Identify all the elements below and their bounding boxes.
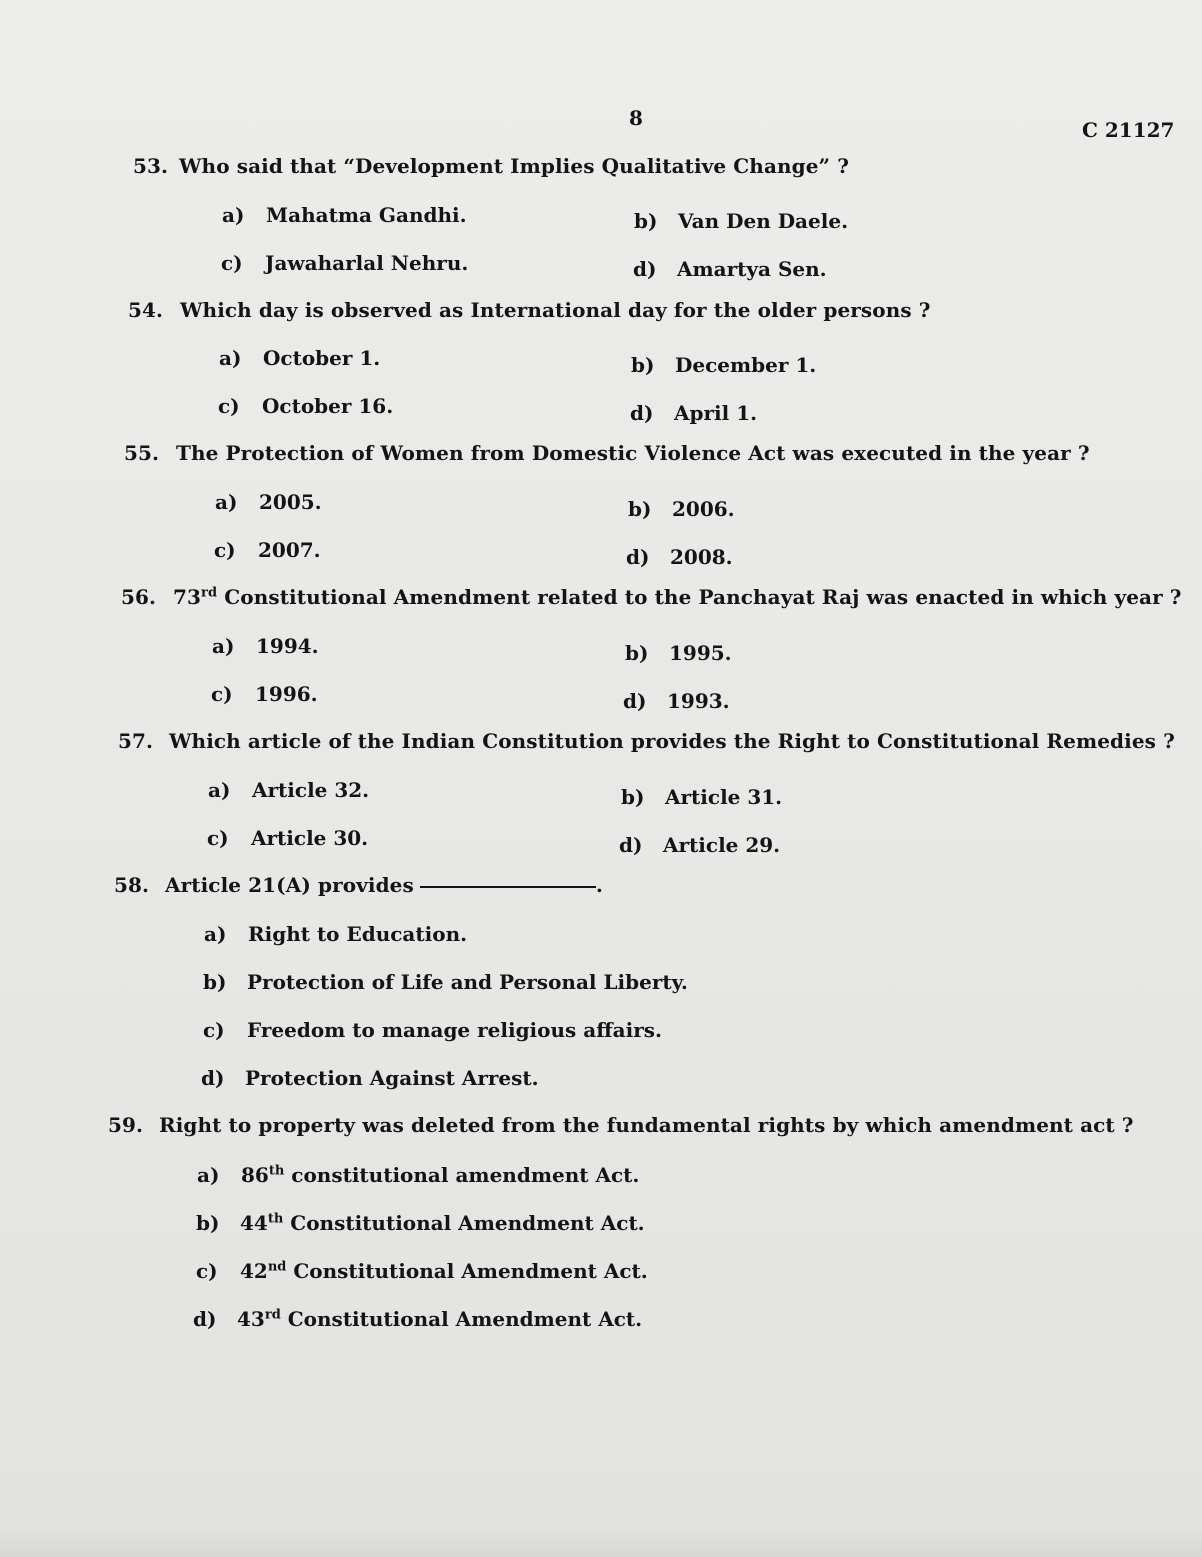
option-c [207,826,368,850]
option-d [193,1307,642,1331]
option-letter: d) [193,1307,217,1331]
option-text: 2006. [672,497,735,521]
option-text: 2005. [259,490,322,514]
option-text: Constitutional Amendment Act. [280,1307,643,1331]
option-text: December 1. [675,353,817,377]
option-d [619,833,780,857]
question-stem [114,873,603,897]
question-text: Article 21(A) provides [165,873,414,897]
option-text: Constitutional Amendment Act. [283,1211,645,1235]
option-b [196,1211,645,1235]
ordinal-suffix: rd [201,585,218,601]
option-b [625,641,732,665]
option-letter: b) [621,785,645,809]
option-b [634,209,848,233]
option-letter: c) [218,394,240,418]
option-letter: c) [211,682,233,706]
option-c [221,251,468,275]
option-b [628,497,735,521]
option-b [631,353,816,377]
question-text: Who said that “Development Implies Qualitative Change” ? [179,154,850,178]
option-letter: a) [215,490,238,514]
option-a [208,778,369,802]
question-stem [121,585,1182,609]
option-letter: a) [219,346,242,370]
question-number: 54. [128,298,164,322]
option-d [630,401,757,425]
ordinal-suffix: rd [264,1307,281,1323]
option-text: Mahatma Gandhi. [266,203,467,227]
question-stem [118,729,1175,753]
question-number: 56. [121,585,157,609]
option-text: 2008. [670,545,733,569]
question-stem [108,1113,1134,1137]
ordinal-suffix: th [268,1163,285,1179]
question-number: 53. [133,154,169,178]
option-letter: c) [221,251,243,275]
question-end-punctuation: . [595,873,603,897]
option-letter: d) [626,545,650,569]
option-b [621,785,782,809]
option-letter: d) [633,257,657,281]
option-number: 43 [237,1307,265,1331]
option-text: constitutional amendment Act. [284,1163,640,1187]
answer-blank-line [420,886,596,888]
option-a [219,346,380,370]
option-letter: c) [214,538,236,562]
ordinal-suffix: th [267,1211,284,1227]
option-text: Article 30. [251,826,369,850]
question-number: 55. [124,441,160,465]
option-d [626,545,733,569]
option-letter: d) [201,1066,225,1090]
option-text: Article 31. [665,785,783,809]
option-text: Constitutional Amendment Act. [286,1259,648,1283]
option-number: 86 [241,1163,269,1187]
scan-edge-shadow [0,1527,1202,1557]
option-letter: b) [196,1211,220,1235]
option-letter: a) [204,922,227,946]
option-letter: a) [212,634,235,658]
option-text: 1995. [669,641,732,665]
option-c [214,538,321,562]
option-d [623,689,730,713]
option-letter: a) [197,1163,220,1187]
question-number: 57. [118,729,154,753]
question-text: Which article of the Indian Constitution provides the Right to Constitutional Remedies ? [169,729,1175,753]
option-text: Article 32. [252,778,370,802]
option-d [201,1066,539,1090]
option-letter: b) [625,641,649,665]
question-text: Right to property was deleted from the fundamental rights by which amendment act ? [159,1113,1134,1137]
option-a [197,1163,639,1187]
question-stem [128,298,931,322]
option-a [212,634,319,658]
option-letter: a) [222,203,245,227]
option-letter: b) [634,209,658,233]
option-letter: d) [619,833,643,857]
paper-code: C 21127 [1082,118,1175,142]
option-c [211,682,318,706]
option-text: Amartya Sen. [677,257,827,281]
option-number: 42 [240,1259,268,1283]
option-number: 44 [240,1211,268,1235]
option-c [218,394,393,418]
option-b [203,970,688,994]
option-text: Protection Against Arrest. [245,1066,539,1090]
option-text: Right to Education. [248,922,468,946]
question-text: Constitutional Amendment related to the Panchayat Raj was enacted in which year ? [217,585,1182,609]
option-d [633,257,827,281]
option-text: Freedom to manage religious affairs. [247,1018,662,1042]
option-c [196,1259,648,1283]
option-letter: d) [623,689,647,713]
option-letter: b) [631,353,655,377]
option-text: Van Den Daele. [678,209,849,233]
option-text: October 16. [262,394,394,418]
option-a [222,203,467,227]
option-text: 1994. [256,634,319,658]
question-text: The Protection of Women from Domestic Violence Act was executed in the year ? [176,441,1090,465]
option-a [204,922,467,946]
question-number: 58. [114,873,150,897]
option-text: 2007. [258,538,321,562]
option-text: 1993. [667,689,730,713]
option-letter: b) [628,497,652,521]
question-number: 59. [108,1113,144,1137]
option-text: April 1. [674,401,758,425]
option-letter: c) [203,1018,225,1042]
option-text: October 1. [263,346,381,370]
question-stem [124,441,1090,465]
option-text: 1996. [255,682,318,706]
option-letter: d) [630,401,654,425]
option-a [215,490,322,514]
ordinal-suffix: nd [267,1259,287,1275]
option-letter: c) [207,826,229,850]
question-stem [133,154,849,178]
page-number: 8 [629,106,643,130]
option-letter: c) [196,1259,218,1283]
question-text-number: 73 [173,585,202,609]
option-c [203,1018,662,1042]
option-letter: a) [208,778,231,802]
option-text: Article 29. [663,833,781,857]
option-text: Jawaharlal Nehru. [265,251,469,275]
question-text: Which day is observed as International day for the older persons ? [180,298,931,322]
option-letter: b) [203,970,227,994]
option-text: Protection of Life and Personal Liberty. [247,970,688,994]
